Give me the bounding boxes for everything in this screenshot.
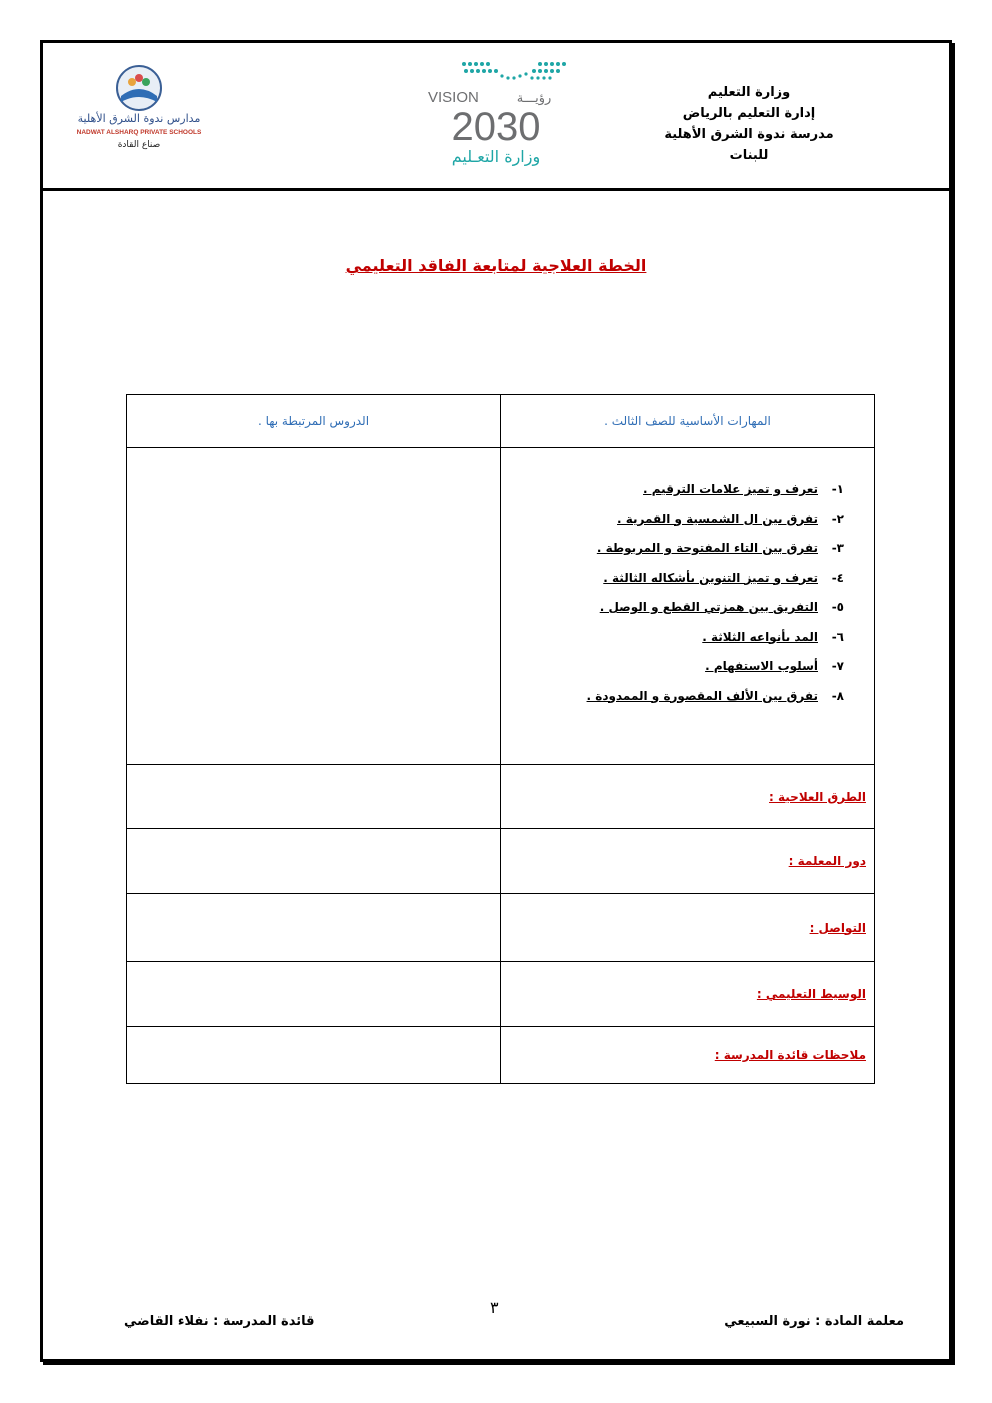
teacher-role-label: دور المعلمة :	[501, 829, 875, 894]
educational-medium-value	[127, 962, 501, 1027]
teacher-role-value	[127, 829, 501, 894]
principal-signature: قائدة المدرسة : نفلاء القاضي	[124, 1314, 315, 1329]
list-item: ٥- التفريق بين همزتي القطع و الوصل .	[599, 600, 844, 614]
remedial-methods-value	[127, 765, 501, 829]
skills-list	[501, 482, 874, 718]
principal-notes-label: ملاحظات قائدة المدرسة :	[501, 1027, 875, 1084]
vision-year: 2030	[451, 105, 541, 149]
remedial-methods-label: الطرق العلاجية :	[501, 765, 875, 829]
vision-arabic-word: رؤيـــة	[516, 91, 552, 106]
school-name-en: NADWAT ALSHARQ PRIVATE SCHOOLS	[76, 129, 202, 136]
communication-label: التواصل :	[501, 894, 875, 962]
list-item: ١- تعرف و تميز علامات الترقيم .	[643, 482, 844, 496]
header-divider	[43, 188, 949, 191]
communication-value	[127, 894, 501, 962]
principal-notes-value	[127, 1027, 501, 1084]
lessons-header: الدروس المرتبطة بها .	[127, 395, 501, 448]
skills-header: المهارات الأساسية للصف الثالث .	[501, 395, 875, 448]
vision-ministry: وزارة التعـليم	[451, 147, 541, 166]
vision-word: VISION	[428, 89, 479, 106]
teacher-signature: معلمة المادة : نورة السبيعي	[724, 1314, 904, 1329]
skills-cell	[501, 448, 875, 765]
school-logo	[72, 62, 206, 152]
vision-2030-logo	[422, 58, 572, 168]
ministry-line-2: إدارة التعليم بالرياض	[682, 106, 816, 121]
list-item: ٢- تفرق بين ال الشمسية و القمرية .	[617, 511, 844, 526]
lessons-cell	[127, 448, 501, 765]
ministry-line-4: للبنات	[729, 148, 769, 163]
school-slogan: صناع القادة	[117, 140, 161, 150]
list-item: ٧- أسلوب الاستفهام .	[705, 659, 844, 673]
list-item: ٣- تفرق بين التاء المفتوحة و المربوطة .	[596, 541, 844, 555]
ministry-block	[634, 82, 864, 166]
plan-table	[126, 394, 875, 1084]
ministry-line-1: وزارة التعليم	[707, 85, 791, 100]
list-item: ٦- المد بأنواعه الثلاثة .	[702, 629, 844, 644]
page-title: الخطة العلاجية لمتابعة الفاقد التعليمي	[345, 256, 647, 275]
school-name-ar: مدارس ندوة الشرق الأهلية	[77, 112, 201, 125]
educational-medium-label: الوسيط التعليمي :	[501, 962, 875, 1027]
page-number: ٣	[490, 1298, 499, 1317]
list-item: ٤- تعرف و تميز التنوين بأشكاله الثالثة .	[603, 570, 844, 585]
list-item: ٨- تفرق بين الألف المقصورة و الممدودة .	[586, 688, 844, 703]
ministry-line-3: مدرسة ندوة الشرق الأهلية	[664, 127, 834, 142]
